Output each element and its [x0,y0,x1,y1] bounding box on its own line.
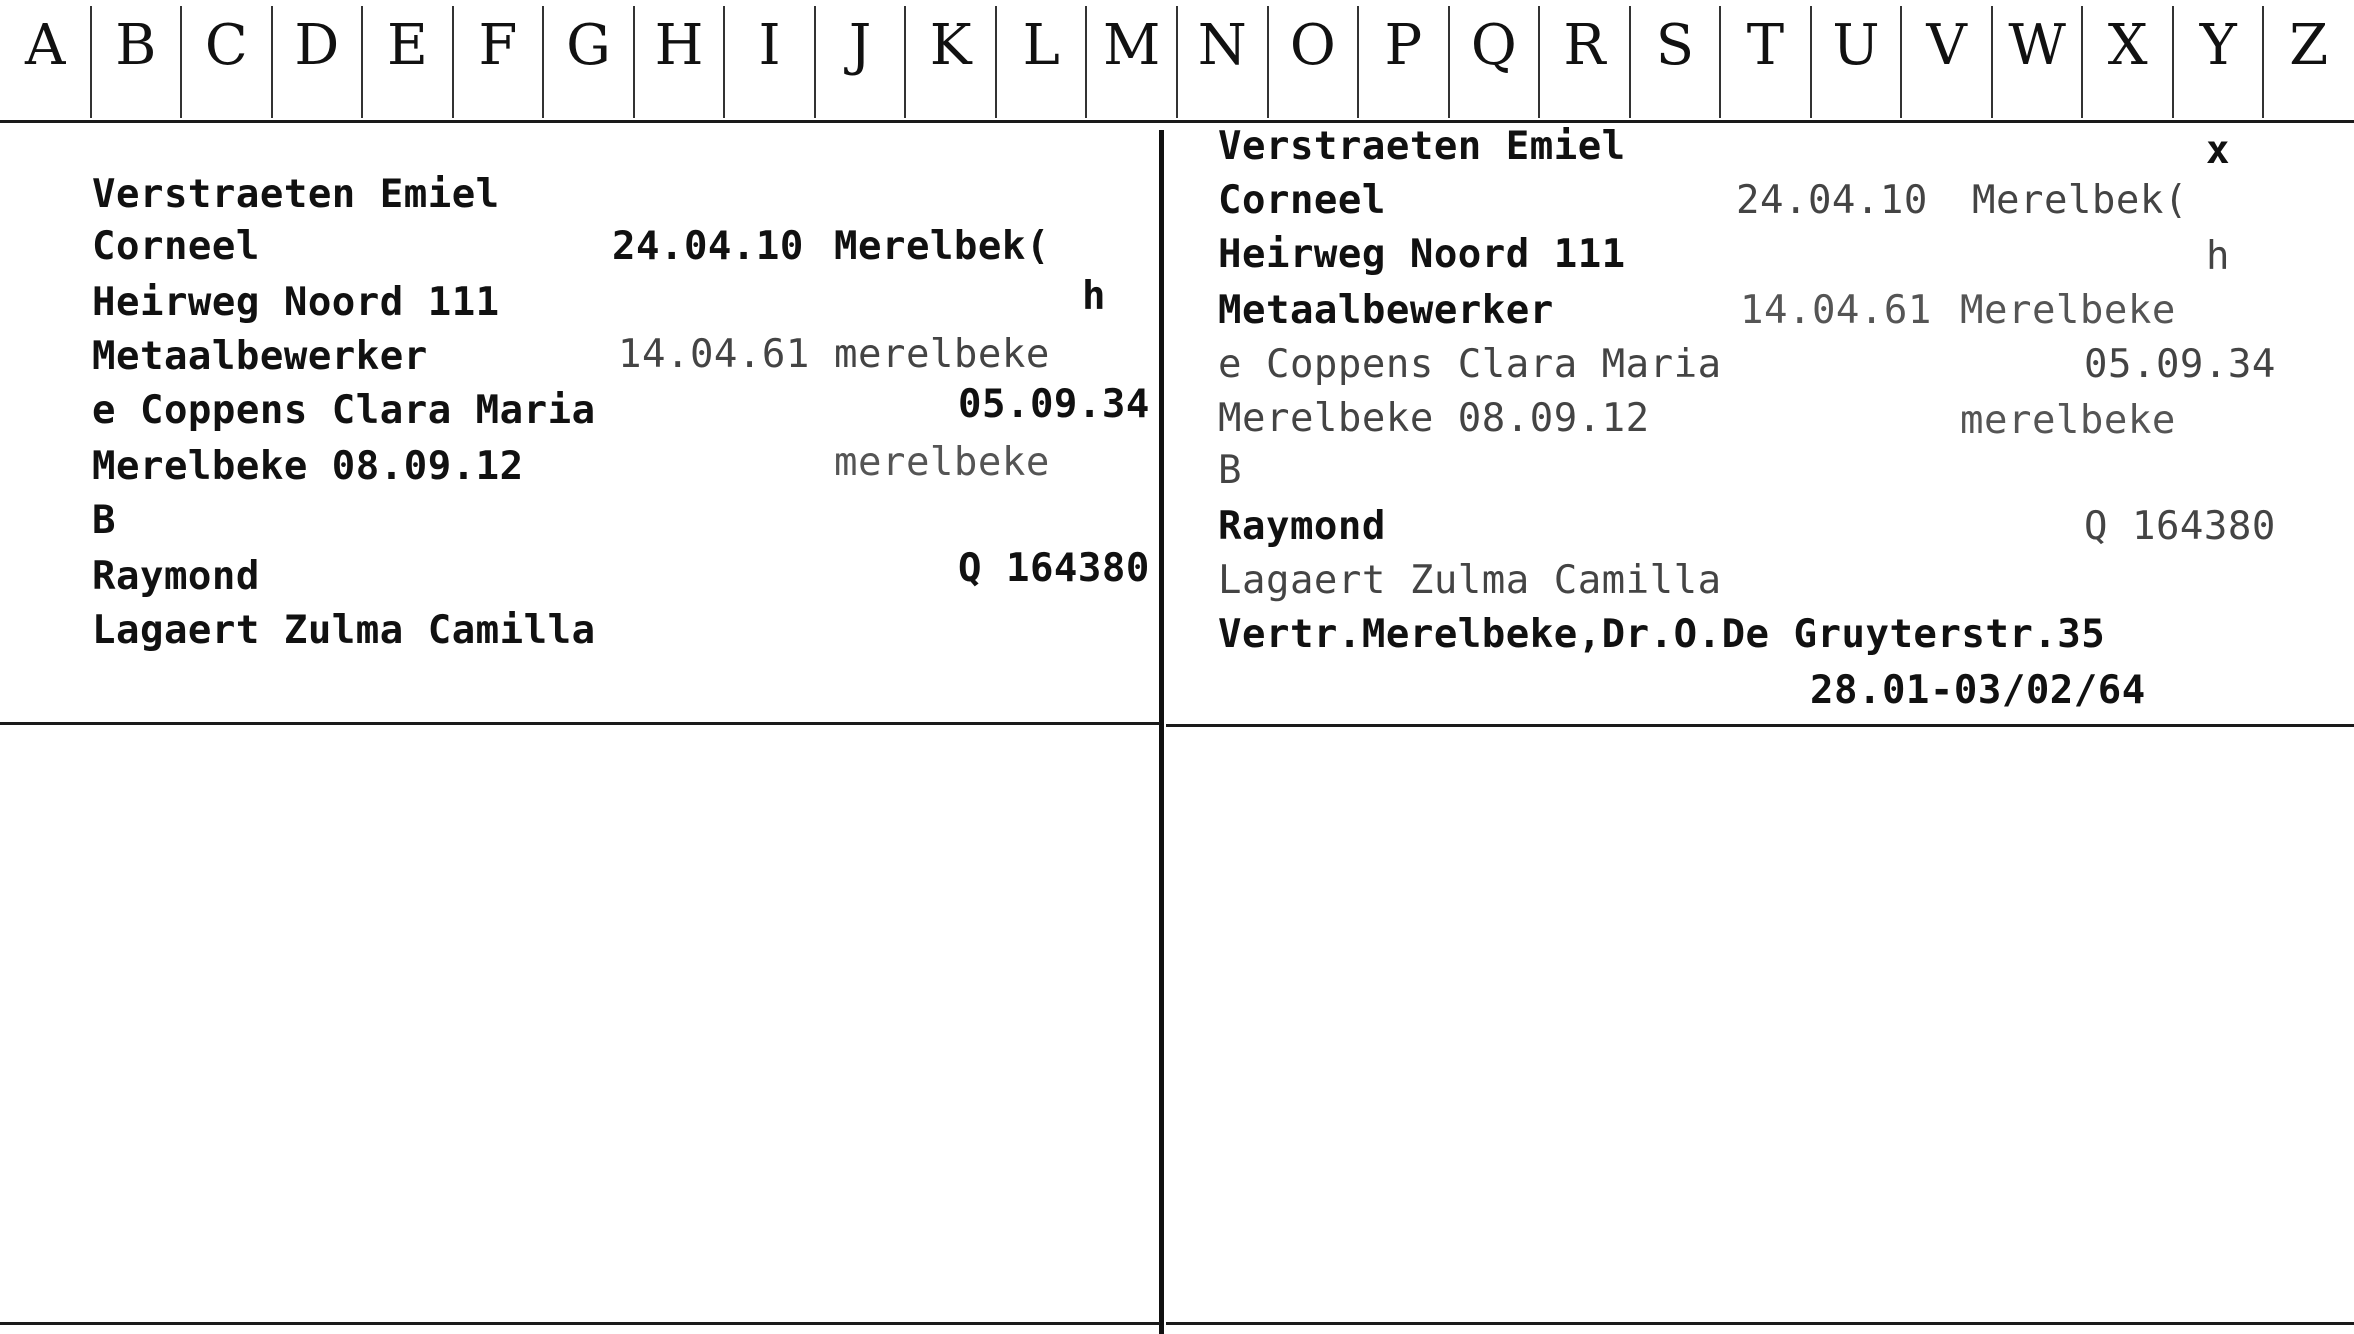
alpha-tab-p [1358,0,1449,118]
card-bottom-rule-right [1166,724,2354,727]
address: Heirweg Noord 111 [1218,232,1626,277]
alpha-letter: E [386,13,428,78]
departure-dates: 28.01-03/02/64 [1810,668,2146,713]
alpha-letter: O [1289,13,1336,78]
alpha-tab-u [1811,0,1902,118]
alpha-letter: T [1746,13,1785,78]
alpha-letter: P [1384,13,1423,78]
card-divider [1159,130,1164,1334]
alphabet-index-strip [0,0,2354,123]
alpha-letter: I [758,13,781,78]
alpha-letter: B [115,13,157,78]
alpha-tab-f [453,0,544,118]
record-number: Q 164380 [2084,504,2276,549]
occupation: Metaalbewerker [1218,288,1554,333]
alpha-tab-m [1086,0,1177,118]
alpha-letter: C [204,13,248,78]
alpha-tab-x [2082,0,2173,118]
alpha-letter: M [1103,13,1161,78]
alpha-letter: Q [1470,13,1517,78]
alpha-letter: W [2008,13,2066,78]
alpha-letter: S [1655,13,1695,78]
alpha-tab-l [996,0,1087,118]
child-name: Raymond [1218,504,1386,549]
spouse-date: 05.09.34 [958,382,1150,427]
child-name: Raymond [92,554,260,599]
alpha-letter: Y [2199,13,2237,78]
birth-place: Merelbek( [834,224,1050,269]
alpha-tab-s [1630,0,1721,118]
address: Heirweg Noord 111 [92,280,500,325]
alpha-tab-k [905,0,996,118]
alpha-letter: L [1022,13,1060,78]
mark-x: x [2206,128,2230,173]
birth-date: 24.04.10 [612,224,804,269]
second-given-name: Corneel [92,224,260,269]
alpha-letter: K [929,13,972,78]
occupation-place: merelbeke [834,332,1050,377]
mark-h: h [1082,274,1106,319]
marriage-place: merelbeke [834,440,1050,485]
alpha-tab-h [634,0,725,118]
birth-place: Merelbek( [1972,178,2188,223]
card-bottom-rule-left [0,722,1160,725]
alpha-tab-d [272,0,363,118]
alpha-letter: A [25,13,66,78]
spouse-name: e Coppens Clara Maria [92,388,596,433]
alpha-letter: J [848,13,872,78]
alpha-letter: R [1563,13,1606,78]
alpha-tab-n [1177,0,1268,118]
birth-date: 24.04.10 [1736,178,1928,223]
alpha-tab-b [91,0,182,118]
alpha-tab-v [1901,0,1992,118]
page-bottom-rule-left [0,1322,1160,1325]
spouse-date: 05.09.34 [2084,342,2276,387]
alpha-tab-w [1992,0,2083,118]
mother-name: Lagaert Zulma Camilla [92,608,596,653]
alpha-tab-t [1720,0,1811,118]
alpha-tab-a [0,0,91,118]
occupation-place: Merelbeke [1960,288,2176,333]
surname-given-name: Verstraeten Emiel [1218,124,1626,169]
alpha-letter: G [566,13,611,78]
occupation-date: 14.04.61 [618,332,810,377]
mother-name: Lagaert Zulma Camilla [1218,558,1722,603]
alpha-letter: H [654,13,704,78]
second-given-name: Corneel [1218,178,1386,223]
alpha-letter: F [478,13,518,78]
alpha-tab-y [2173,0,2264,118]
alpha-letter: X [2107,13,2148,78]
alpha-tab-i [724,0,815,118]
mark-b: B [1218,448,1242,493]
spouse-name: e Coppens Clara Maria [1218,342,1722,387]
marriage-info: Merelbeke 08.09.12 [92,444,524,489]
alpha-tab-g [543,0,634,118]
record-card-right [1166,122,2354,722]
record-card-left [0,122,1160,722]
alpha-tab-r [1539,0,1630,118]
alpha-tab-e [362,0,453,118]
surname-given-name: Verstraeten Emiel [92,172,500,217]
alpha-tab-j [815,0,906,118]
alpha-letter: Z [2289,13,2329,78]
alpha-letter: U [1832,13,1880,78]
alpha-tab-c [181,0,272,118]
occupation: Metaalbewerker [92,334,428,379]
alpha-tab-o [1268,0,1359,118]
alpha-letter: V [1926,13,1967,78]
mark-b: B [92,498,116,543]
marriage-info: Merelbeke 08.09.12 [1218,396,1650,441]
mark-h: h [2206,234,2230,279]
alpha-tab-z [2263,0,2354,118]
page-bottom-rule-right [1166,1322,2354,1325]
alpha-letter: D [294,13,340,78]
record-number: Q 164380 [958,546,1150,591]
marriage-place: merelbeke [1960,398,2176,443]
alpha-tab-q [1449,0,1540,118]
alpha-letter: N [1197,13,1247,78]
departure-info: Vertr.Merelbeke,Dr.O.De Gruyterstr.35 [1218,612,2106,657]
occupation-date: 14.04.61 [1740,288,1932,333]
